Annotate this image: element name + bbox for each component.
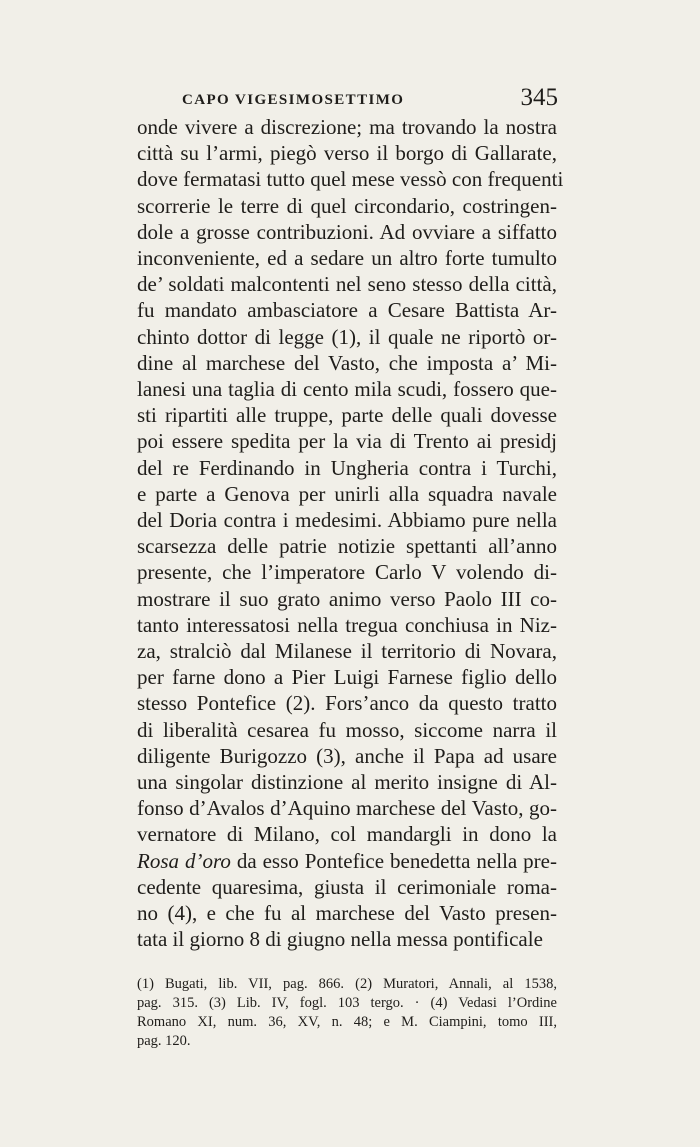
text-line: scorrerie le terre di quel circondario, costringen- <box>137 193 557 218</box>
text-line: presente, che l’imperatore Carlo V volendo di- <box>137 560 557 585</box>
text-line: za, stralciò dal Milanese il territorio di Novara, <box>137 639 557 664</box>
text-line: mostrare il suo grato animo verso Paolo III co- <box>137 586 557 611</box>
text-line: dine al marchese del Vasto, che imposta a’ Mi- <box>137 350 557 375</box>
text-line: inconveniente, ed a sedare un altro forte tumulto <box>137 246 557 271</box>
text-line: poi essere spedita per la via di Trento ai presidj <box>137 429 557 454</box>
footnote-line: (1) Bugati, lib. VII, pag. 866. (2) Muratori, Annali, al 1538, <box>137 976 557 992</box>
text-line: città su l’armi, piegò verso il borgo di Gallarate, <box>137 141 557 166</box>
footnote-line: pag. 120. <box>137 1033 191 1049</box>
text-line-rest: da esso Pontefice benedetta nella pre- <box>230 848 557 873</box>
text-line: tata il giorno 8 di giugno nella messa pontificale <box>137 927 543 952</box>
footnote-line: Romano XI, num. 36, XV, n. 48; e M. Ciampini, tomo III, <box>137 1014 557 1030</box>
text-line: del re Ferdinando in Ungheria contra i Turchi, <box>137 455 557 480</box>
text-line: una singolar distinzione al merito insigne di Al- <box>137 770 557 795</box>
page-number: 345 <box>520 84 558 111</box>
text-line: diligente Burigozzo (3), anche il Papa ad usare <box>137 743 557 768</box>
text-line: lanesi una taglia di cento mila scudi, fossero que- <box>137 377 557 402</box>
text-line: stesso Pontefice (2). Fors’anco da questo tratto <box>137 691 557 716</box>
footnotes <box>137 975 557 1051</box>
text-line: cedente quaresima, giusta il cerimoniale roma- <box>137 874 557 899</box>
text-line: fonso d’Avalos d’Aquino marchese del Vasto, go- <box>137 796 557 821</box>
text-line: vernatore di Milano, col mandargli in dono la <box>137 822 557 847</box>
text-line: fu mandato ambasciatore a Cesare Battista Ar- <box>137 298 557 323</box>
text-line: tanto interessatosi nella tregua conchiusa in Niz- <box>137 612 557 637</box>
text-line: per farne dono a Pier Luigi Farnese figlio dello <box>137 665 557 690</box>
text-line-with-italic <box>137 848 557 874</box>
text-line: sti ripartiti alle truppe, parte delle quali dovesse <box>137 403 557 428</box>
text-line: de’ soldati malcontenti nel seno stesso della città, <box>137 272 557 297</box>
text-line: del Doria contra i medesimi. Abbiamo pure nella <box>137 508 557 533</box>
text-line: onde vivere a discrezione; ma trovando la nostra <box>137 115 557 139</box>
text-line: scarsezza delle patrie notizie spettanti all’anno <box>137 534 557 559</box>
text-line: e parte a Genova per unirli alla squadra navale <box>137 481 557 506</box>
footnote-line: pag. 315. (3) Lib. IV, fogl. 103 tergo. · (4) Vedasi l’Ordine <box>137 995 557 1011</box>
italic-title-rosa-doro: Rosa d’oro <box>137 848 231 873</box>
text-line: no (4), e che fu al marchese del Vasto presen- <box>137 901 557 926</box>
text-line: dove fermatasi tutto quel mese vessò con frequenti <box>137 167 564 192</box>
text-line: di liberalità cesarea fu mosso, siccome narra il <box>137 717 557 742</box>
text-line: dole a grosse contribuzioni. Ad ovviare a siffatto <box>137 219 557 244</box>
text-line: chinto dottor di legge (1), il quale ne riportò or- <box>137 324 557 349</box>
page-header <box>138 86 558 116</box>
main-text <box>137 114 564 953</box>
running-title: CAPO VIGESIMOSETTIMO <box>182 92 405 108</box>
